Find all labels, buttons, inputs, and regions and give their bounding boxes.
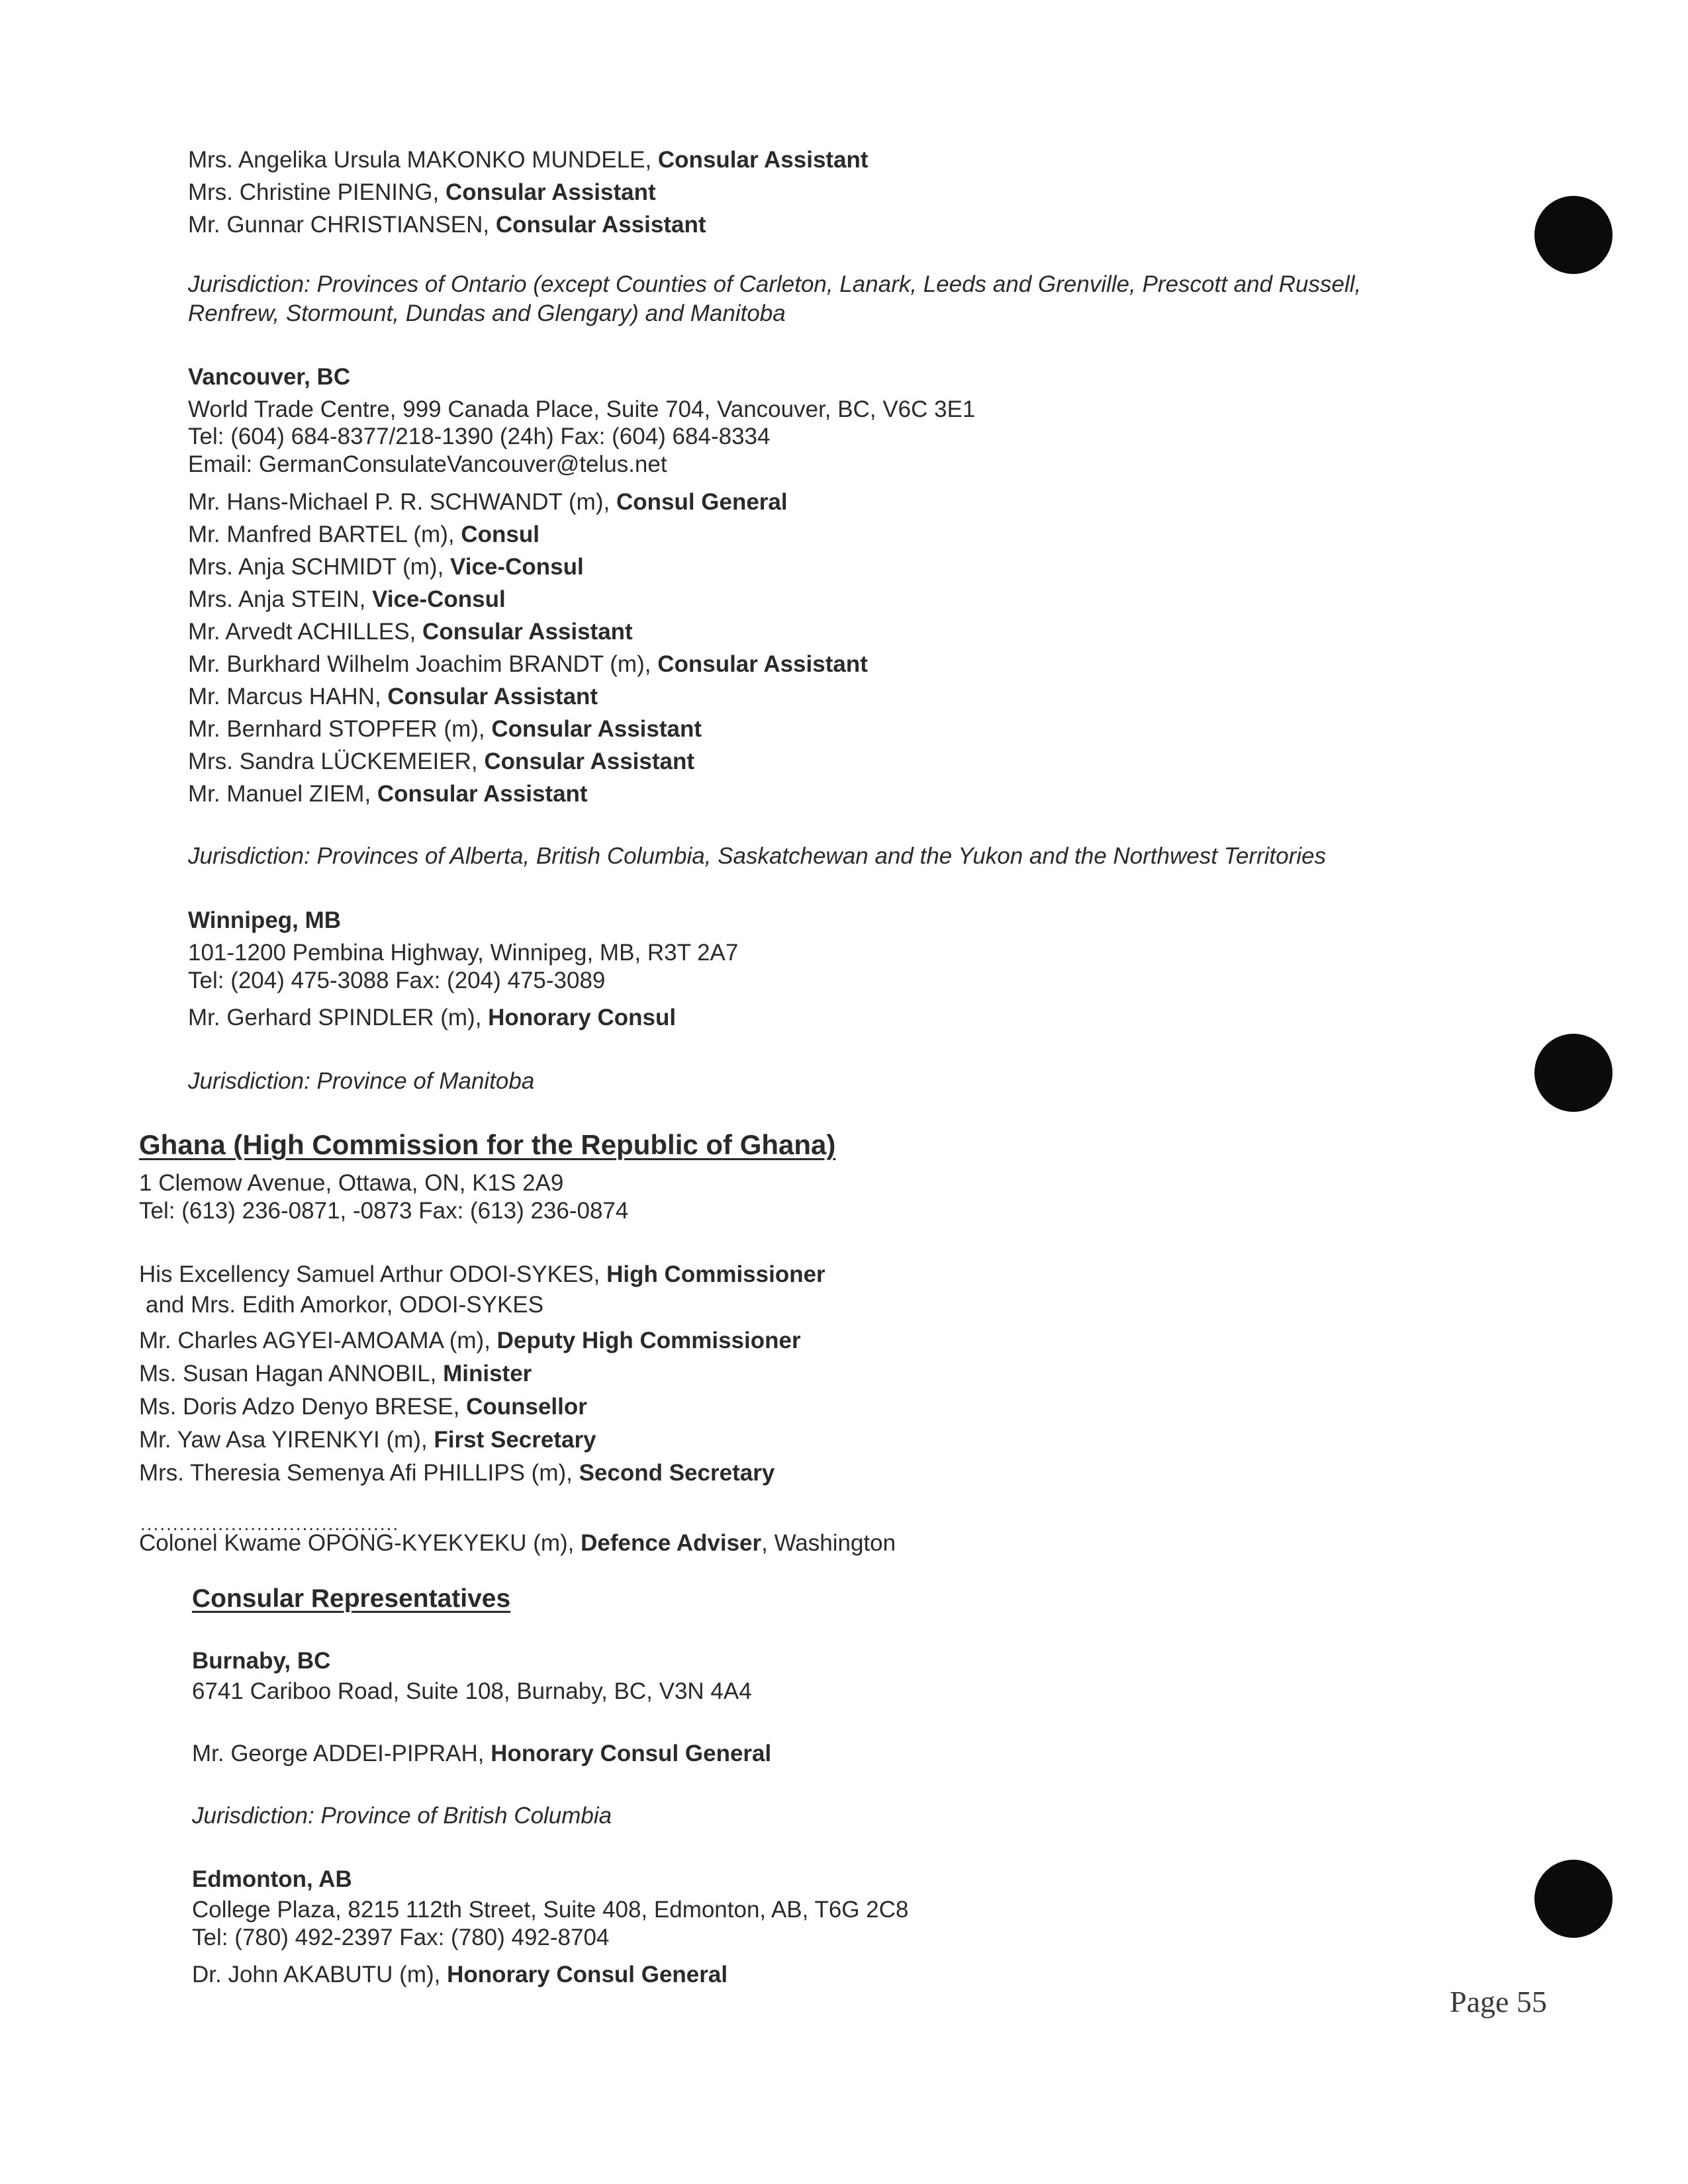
staff-name: Colonel Kwame OPONG-KYEKYEKU (m), <box>139 1530 581 1556</box>
staff-name: Mrs. Anja SCHMIDT (m), <box>188 554 451 580</box>
staff-name: His Excellency Samuel Arthur ODOI-SYKES, <box>139 1261 607 1287</box>
staff-entry <box>139 1459 774 1488</box>
jurisdiction-text: Jurisdiction: Province of British Columbia <box>192 1803 612 1829</box>
staff-entry <box>188 650 868 679</box>
staff-name: Mr. Bernhard STOPFER (m), <box>188 716 492 742</box>
staff-entry <box>188 715 702 744</box>
staff-entry <box>188 617 633 647</box>
address: 101-1200 Pembina Highway, Winnipeg, MB, R3T 2A7 <box>188 940 739 966</box>
staff-title: Vice-Consul <box>372 586 506 612</box>
staff-entry <box>188 553 584 582</box>
staff-title: Consular Assistant <box>484 749 695 774</box>
staff-title: Honorary Consul General <box>447 1962 728 1987</box>
staff-title: Consular Assistant <box>422 619 633 645</box>
staff-title: Defence Adviser <box>581 1530 762 1556</box>
staff-location: , Washington <box>761 1530 896 1556</box>
staff-entry-defence <box>139 1529 896 1558</box>
address: World Trade Centre, 999 Canada Place, Suite 704, Vancouver, BC, V6C 3E1 <box>188 396 976 422</box>
page-number: Page 55 <box>1450 1985 1547 2019</box>
staff-title: First Secretary <box>434 1427 596 1453</box>
staff-entry <box>139 1392 587 1422</box>
address: College Plaza, 8215 112th Street, Suite 408, Edmonton, AB, T6G 2C8 <box>192 1897 909 1923</box>
email: Email: GermanConsulateVancouver@telus.net <box>188 451 667 477</box>
staff-name: Mr. Charles AGYEI-AMOAMA (m), <box>139 1328 497 1353</box>
staff-name: Dr. John AKABUTU (m), <box>192 1962 447 1987</box>
staff-name: Ms. Doris Adzo Denyo BRESE, <box>139 1394 467 1420</box>
dotted-separator: ........................................ <box>140 1514 400 1534</box>
jurisdiction-text: Jurisdiction: Provinces of Alberta, British Columbia, Saskatchewan and the Yukon and the Northwest Territories <box>188 843 1327 869</box>
staff-name: Mrs. Anja STEIN, <box>188 586 373 612</box>
city-heading: Winnipeg, MB <box>188 907 342 933</box>
staff-entry <box>188 210 706 240</box>
staff-name: Mr. Marcus HAHN, <box>188 684 388 709</box>
head-of-mission <box>139 1260 825 1289</box>
staff-entry <box>188 1003 676 1032</box>
staff-name: Mr. Burkhard Wilhelm Joachim BRANDT (m), <box>188 651 658 677</box>
staff-name: Mr. Manuel ZIEM, <box>188 781 377 807</box>
jurisdiction-text: Jurisdiction: Province of Manitoba <box>188 1068 535 1094</box>
staff-entry <box>192 1739 771 1768</box>
staff-entry <box>139 1326 801 1355</box>
staff-name: Mrs. Angelika Ursula MAKONKO MUNDELE, <box>188 147 658 173</box>
staff-title: Honorary Consul <box>488 1005 677 1030</box>
section-heading: Consular Representatives <box>192 1584 511 1613</box>
staff-title: Honorary Consul General <box>491 1741 772 1766</box>
jurisdiction-text: Renfrew, Stormount, Dundas and Glengary) and Manitoba <box>188 300 786 326</box>
staff-name: Mr. Yaw Asa YIRENKYI (m), <box>139 1427 434 1453</box>
staff-entry <box>188 585 506 614</box>
staff-title: High Commissioner <box>606 1261 825 1287</box>
phone-fax: Tel: (613) 236-0871, -0873 Fax: (613) 236-0874 <box>139 1198 629 1224</box>
phone-fax: Tel: (204) 475-3088 Fax: (204) 475-3089 <box>188 968 606 993</box>
staff-title: Second Secretary <box>579 1460 775 1486</box>
staff-entry <box>188 146 868 175</box>
staff-title: Consular Assistant <box>495 212 706 238</box>
staff-entry <box>188 520 539 549</box>
staff-title: Consular Assistant <box>377 781 588 807</box>
staff-name: Mr. Arvedt ACHILLES, <box>188 619 423 645</box>
staff-name: Mrs. Sandra LÜCKEMEIER, <box>188 749 485 774</box>
staff-entry <box>188 682 598 711</box>
staff-title: Counsellor <box>466 1394 587 1420</box>
staff-title: Consular Assistant <box>657 651 868 677</box>
staff-title: Consul General <box>616 489 788 515</box>
staff-entry <box>188 747 694 776</box>
staff-name: Mr. Gunnar CHRISTIANSEN, <box>188 212 496 238</box>
staff-title: Consular Assistant <box>445 179 656 205</box>
jurisdiction-text: Jurisdiction: Provinces of Ontario (except Counties of Carleton, Lanark, Leeds and Grenville, Prescott and Russell, <box>188 271 1362 297</box>
city-heading: Burnaby, BC <box>192 1648 331 1674</box>
city-heading: Edmonton, AB <box>192 1866 352 1892</box>
staff-name: Mr. Manfred BARTEL (m), <box>188 522 461 547</box>
spouse: and Mrs. Edith Amorkor, ODOI-SYKES <box>146 1292 544 1318</box>
country-heading: Ghana (High Commission for the Republic of Ghana) <box>139 1129 836 1160</box>
staff-entry <box>192 1960 727 1989</box>
staff-entry <box>188 178 656 207</box>
staff-title: Consul <box>461 522 539 547</box>
staff-entry <box>188 488 788 517</box>
staff-name: Mrs. Theresia Semenya Afi PHILLIPS (m), <box>139 1460 579 1486</box>
staff-title: Vice-Consul <box>450 554 584 580</box>
staff-title: Consular Assistant <box>491 716 702 742</box>
staff-entry <box>188 780 588 809</box>
staff-name: Mr. Hans-Michael P. R. SCHWANDT (m), <box>188 489 616 515</box>
city-heading: Vancouver, BC <box>188 364 351 390</box>
staff-title: Consular Assistant <box>657 147 868 173</box>
staff-name: Mr. George ADDEI-PIPRAH, <box>192 1741 491 1766</box>
address: 6741 Cariboo Road, Suite 108, Burnaby, BC, V3N 4A4 <box>192 1678 752 1704</box>
punch-hole-top <box>1534 196 1613 274</box>
staff-title: Minister <box>443 1361 532 1387</box>
punch-hole-middle <box>1534 1034 1613 1112</box>
address: 1 Clemow Avenue, Ottawa, ON, K1S 2A9 <box>139 1170 564 1196</box>
staff-title: Deputy High Commissioner <box>496 1328 801 1353</box>
staff-entry <box>139 1359 532 1388</box>
staff-entry <box>139 1426 596 1455</box>
staff-title: Consular Assistant <box>387 684 598 709</box>
staff-name: Mrs. Christine PIENING, <box>188 179 445 205</box>
phone-fax: Tel: (604) 684-8377/218-1390 (24h) Fax: (604) 684-8334 <box>188 424 771 449</box>
staff-name: Mr. Gerhard SPINDLER (m), <box>188 1005 489 1030</box>
punch-hole-bottom <box>1534 1860 1613 1938</box>
phone-fax: Tel: (780) 492-2397 Fax: (780) 492-8704 <box>192 1925 610 1950</box>
staff-name: Ms. Susan Hagan ANNOBIL, <box>139 1361 444 1387</box>
